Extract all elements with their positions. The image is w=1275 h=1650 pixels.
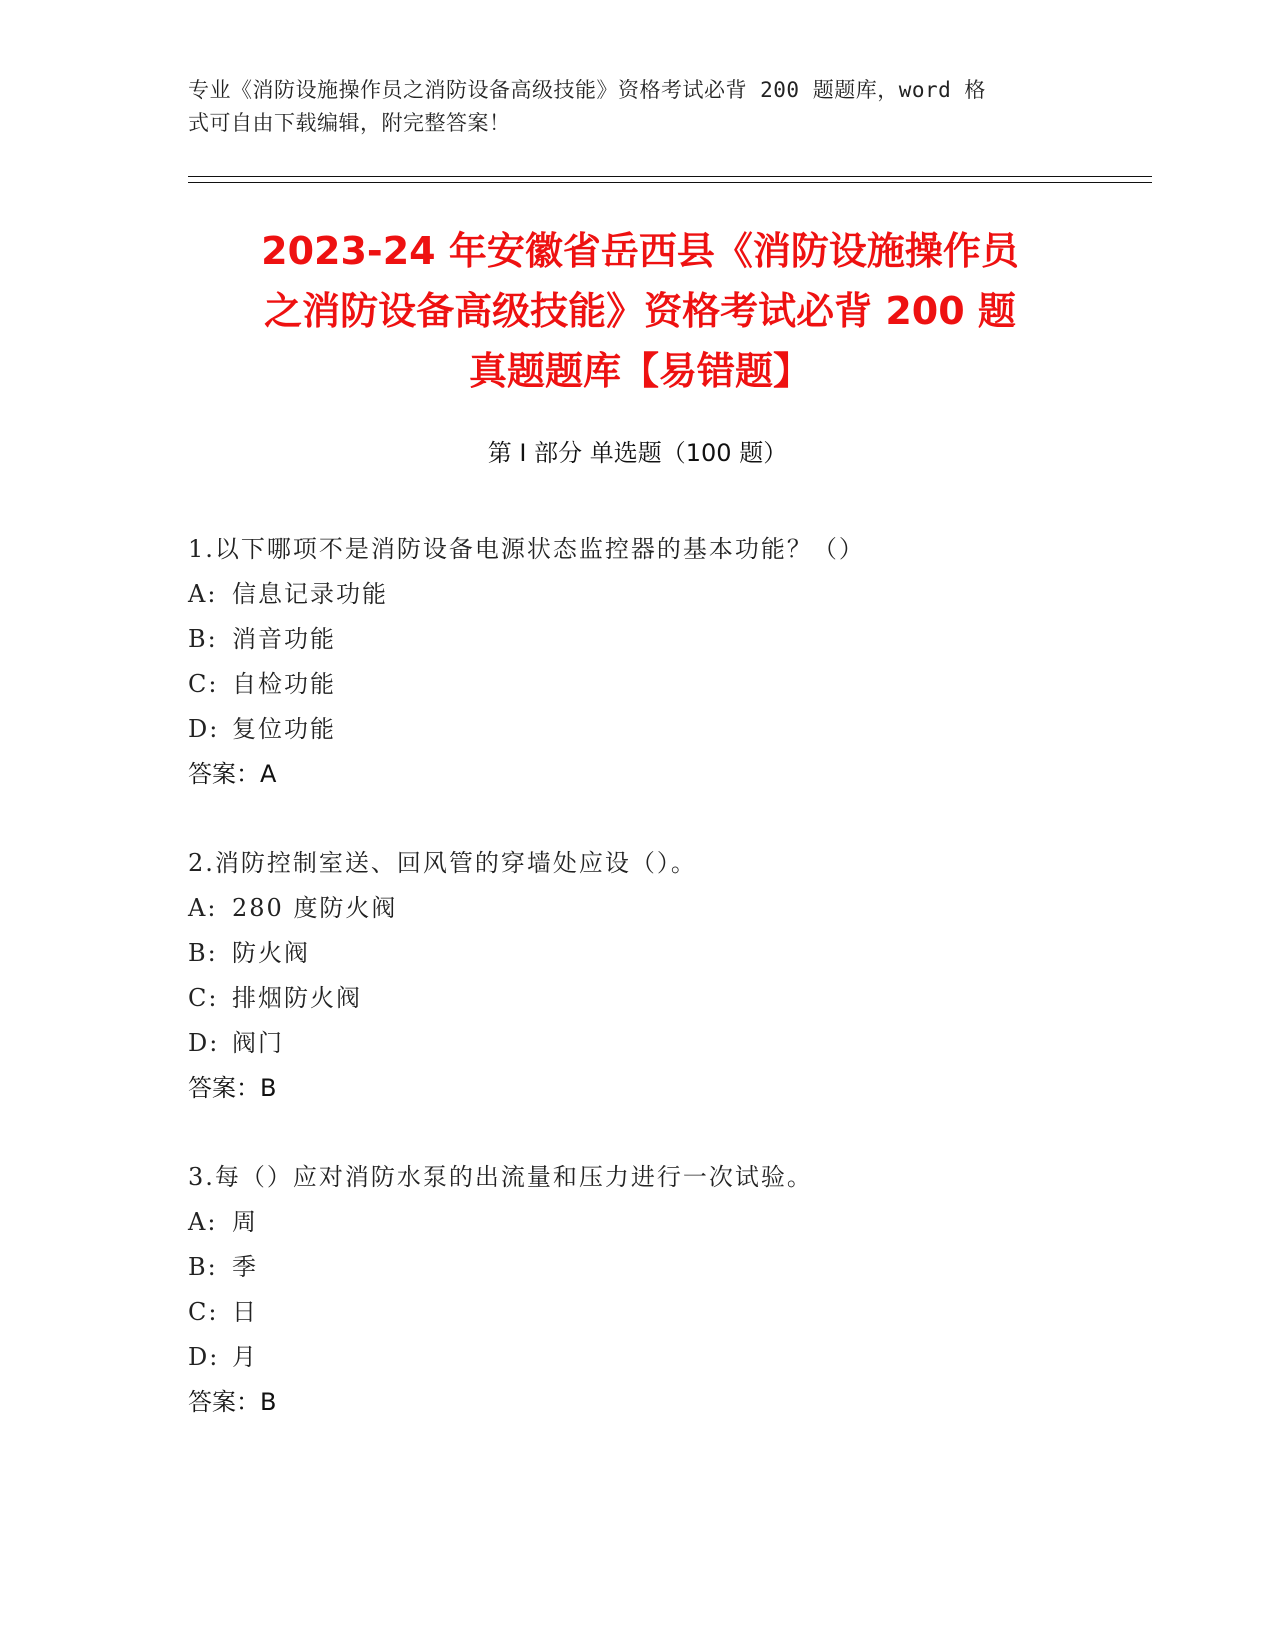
option-d	[188, 1021, 1148, 1066]
option-letter: A:	[188, 1208, 218, 1236]
option-c	[188, 976, 1148, 1021]
option-letter: A:	[188, 580, 218, 608]
option-a	[188, 1200, 1148, 1245]
option-a	[188, 886, 1148, 931]
answer-line: 答案：B	[188, 1388, 277, 1416]
question-stem: 1.以下哪项不是消防设备电源状态监控器的基本功能？（）	[188, 535, 865, 563]
option-text: 消音功能	[232, 625, 336, 653]
document-title	[160, 221, 1120, 401]
option-d	[188, 1335, 1148, 1380]
option-letter: C:	[188, 670, 219, 698]
title-line-3: 真题题库【易错题】	[468, 349, 811, 393]
question-item	[188, 1155, 1148, 1425]
question-stem: 2.消防控制室送、回风管的穿墙处应设（）。	[188, 849, 697, 877]
option-text: 季	[232, 1253, 258, 1281]
option-text: 复位功能	[232, 715, 336, 743]
option-letter: B:	[188, 939, 218, 967]
header-note-line-2: 式可自由下载编辑，附完整答案！	[188, 111, 511, 135]
option-text: 防火阀	[232, 939, 310, 967]
title-line-2: 之消防设备高级技能》资格考试必背 200 题	[264, 289, 1016, 333]
option-letter: D:	[188, 715, 220, 743]
option-text: 周	[232, 1208, 258, 1236]
option-b	[188, 1245, 1148, 1290]
question-item	[188, 841, 1148, 1111]
option-letter: B:	[188, 1253, 218, 1281]
header-note	[188, 74, 1068, 140]
option-c	[188, 662, 1148, 707]
option-letter: B:	[188, 625, 218, 653]
question-item	[188, 527, 1148, 797]
option-letter: C:	[188, 1298, 219, 1326]
header-note-line-1: 专业《消防设施操作员之消防设备高级技能》资格考试必背 200 题题库，word 格	[188, 78, 986, 102]
option-letter: D:	[188, 1343, 220, 1371]
option-text: 日	[232, 1298, 258, 1326]
option-text: 280 度防火阀	[232, 894, 398, 922]
answer-line: 答案：B	[188, 1074, 277, 1102]
option-text: 月	[232, 1343, 258, 1371]
header-divider-bottom	[188, 182, 1152, 183]
option-letter: A:	[188, 894, 218, 922]
section-title: 第 I 部分 单选题（100 题）	[487, 439, 788, 467]
title-line-1: 2023-24 年安徽省岳西县《消防设施操作员	[261, 229, 1019, 273]
option-text: 阀门	[232, 1029, 284, 1057]
answer-line: 答案：A	[188, 760, 277, 788]
question-stem: 3.每（）应对消防水泵的出流量和压力进行一次试验。	[188, 1163, 813, 1191]
option-letter: C:	[188, 984, 219, 1012]
header-divider-top	[188, 176, 1152, 177]
option-a	[188, 572, 1148, 617]
option-text: 排烟防火阀	[232, 984, 362, 1012]
option-letter: D:	[188, 1029, 220, 1057]
option-c	[188, 1290, 1148, 1335]
option-d	[188, 707, 1148, 752]
question-list	[188, 527, 1148, 1469]
option-b	[188, 617, 1148, 662]
option-text: 信息记录功能	[232, 580, 388, 608]
option-b	[188, 931, 1148, 976]
option-text: 自检功能	[232, 670, 336, 698]
